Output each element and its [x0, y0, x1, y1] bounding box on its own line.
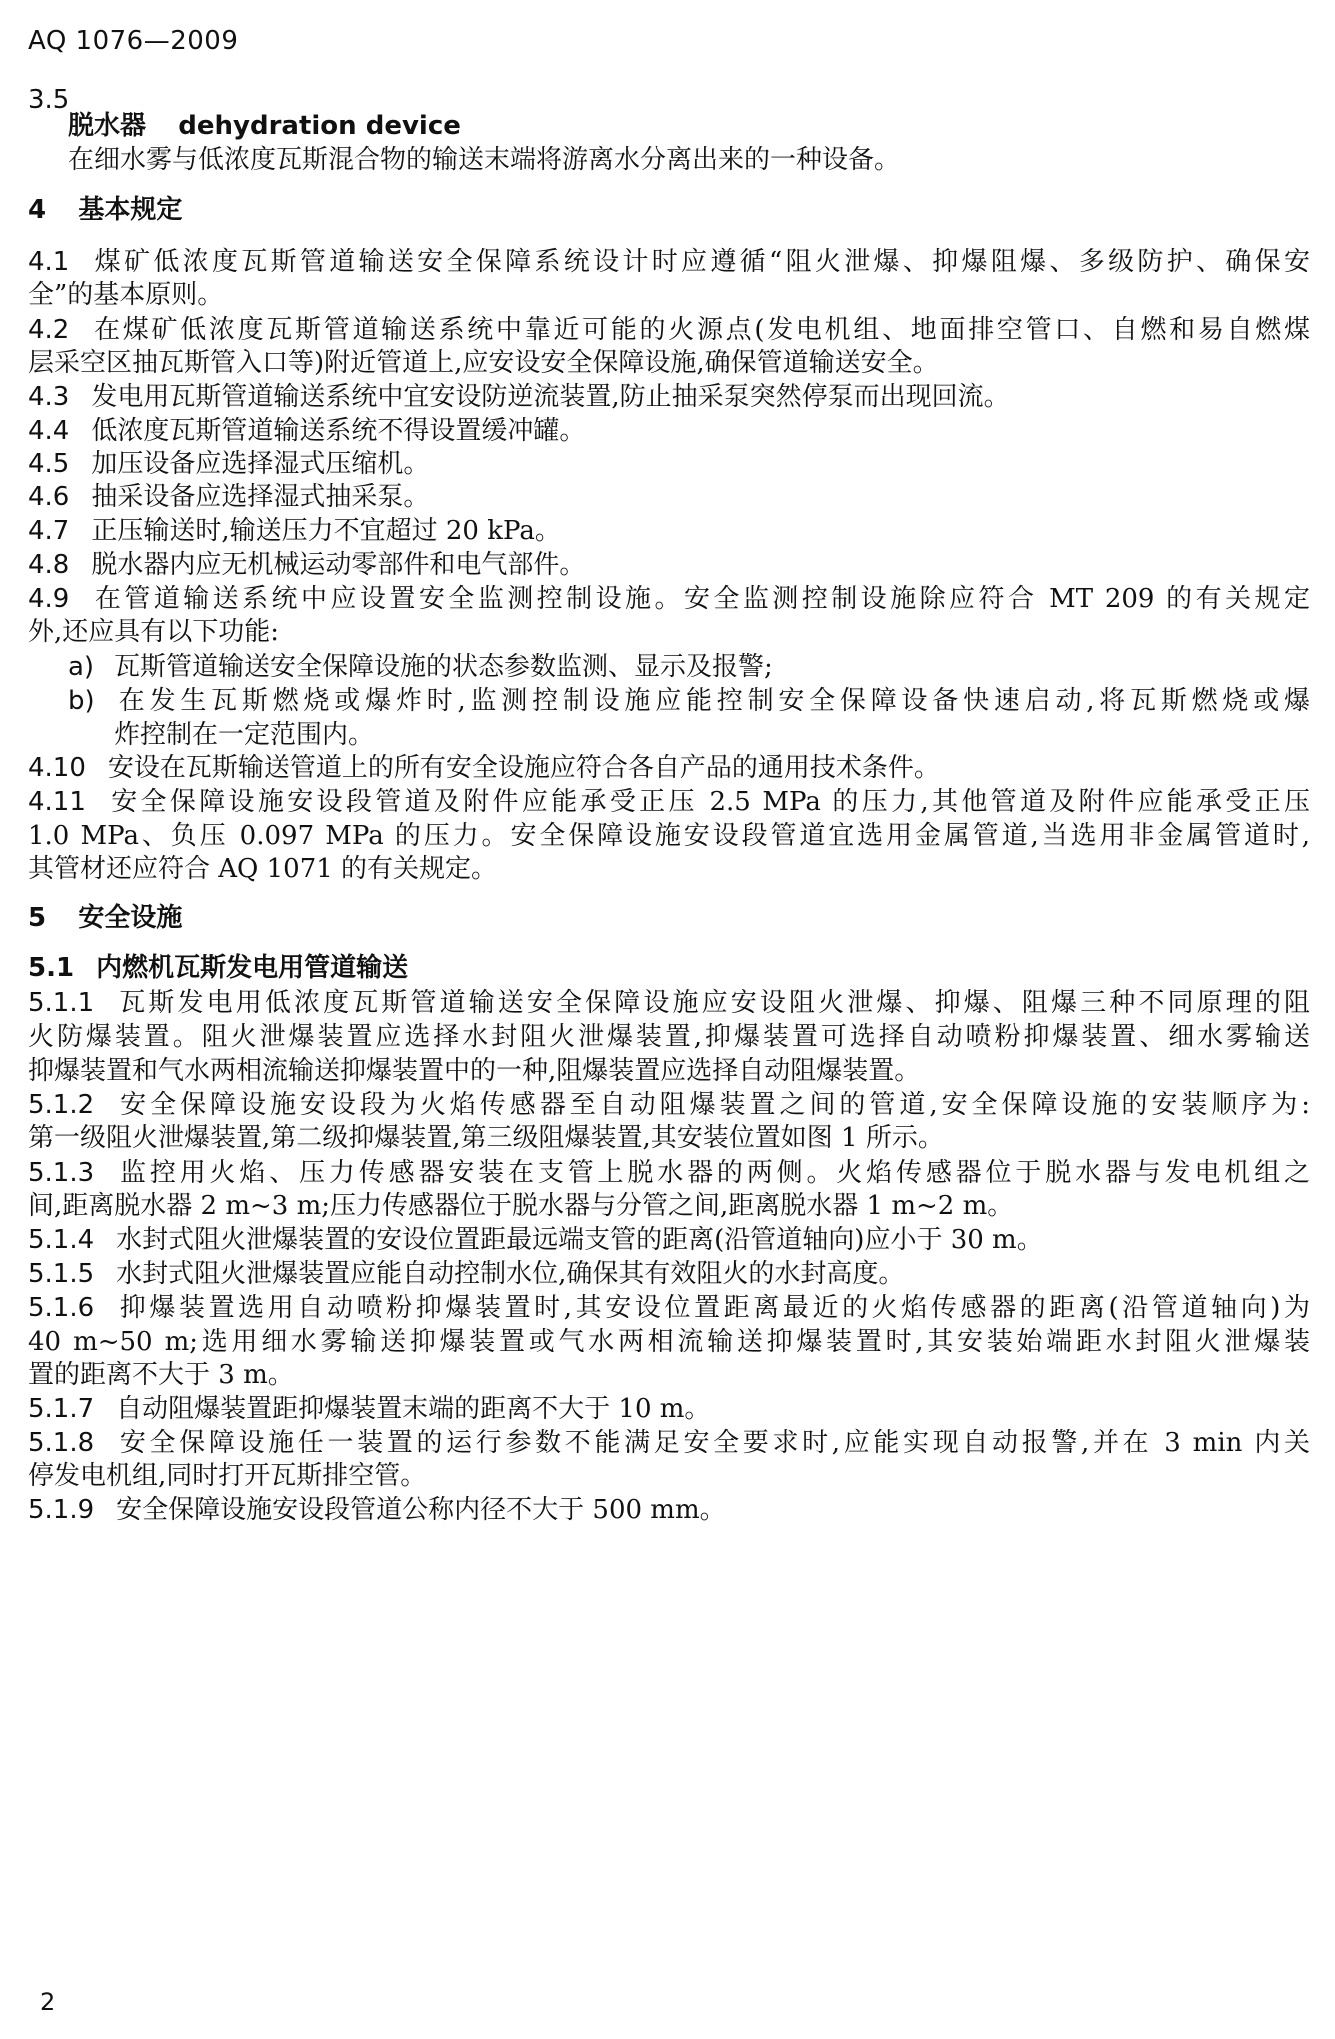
clause-5-1-2-line2: 第一级阻火泄爆装置,第二级抑爆装置,第三级阻爆装置,其安装位置如图 1 所示。: [28, 1123, 944, 1153]
term-definition: 在细水雾与低浓度瓦斯混合物的输送末端将游离水分离出来的一种设备。: [68, 145, 901, 175]
doc-code-header: AQ 1076—2009: [28, 26, 239, 56]
clause-4-9-item-a: a) 瓦斯管道输送安全保障设施的状态参数监测、显示及报警;: [68, 652, 773, 682]
clause-5-1-1-line2: 火防爆装置。阻火泄爆装置应选择水封阻火泄爆装置,抑爆装置可选择自动喷粉抑爆装置、细水雾输送: [28, 1022, 1310, 1052]
clause-4-9-item-b-line2: 炸控制在一定范围内。: [114, 720, 375, 750]
clause-5-1-7: 5.1.7 自动阻爆装置距抑爆装置末端的距离不大于 10 m。: [28, 1394, 711, 1424]
clause-4-11-line3: 其管材还应符合 AQ 1071 的有关规定。: [28, 854, 498, 884]
clause-4-9-line2: 外,还应具有以下功能:: [28, 617, 280, 647]
clause-5-1-2-line1: 5.1.2 安全保障设施安设段为火焰传感器至自动阻爆装置之间的管道,安全保障设施的安装顺序为:: [28, 1090, 1310, 1120]
clause-5-1-3-line1: 5.1.3 监控用火焰、压力传感器安装在支管上脱水器的两侧。火焰传感器位于脱水器与发电机组之: [28, 1158, 1310, 1188]
clause-5-1-8-line1: 5.1.8 安全保障设施任一装置的运行参数不能满足安全要求时,应能实现自动报警,并在 3 min 内关: [28, 1428, 1310, 1458]
clause-4-6: 4.6 抽采设备应选择湿式抽采泵。: [28, 482, 430, 512]
clause-5-1-6-line3: 置的距离不大于 3 m。: [28, 1360, 294, 1390]
term-en: dehydration device: [178, 111, 461, 141]
clause-5-1-4: 5.1.4 水封式阻火泄爆装置的安设位置距最远端支管的距离(沿管道轴向)应小于 30 m。: [28, 1225, 1043, 1255]
clause-4-9-item-b-line1: b) 在发生瓦斯燃烧或爆炸时,监测控制设施应能控制安全保障设备快速启动,将瓦斯燃烧或爆: [68, 686, 1310, 716]
clause-4-5: 4.5 加压设备应选择湿式压缩机。: [28, 449, 430, 479]
clause-4-2-line1: 4.2 在煤矿低浓度瓦斯管道输送系统中靠近可能的火源点(发电机组、地面排空管口、自燃和易自燃煤: [28, 315, 1310, 345]
clause-4-1-line2: 全”的基本原则。: [28, 280, 224, 310]
clause-5-1-1-line3: 抑爆装置和气水两相流输送抑爆装置中的一种,阻爆装置应选择自动阻爆装置。: [28, 1056, 921, 1086]
clause-5-1-3-line2: 间,距离脱水器 2 m~3 m;压力传感器位于脱水器与分管之间,距离脱水器 1 m~2 m。: [28, 1191, 1014, 1221]
clause-4-3: 4.3 发电用瓦斯管道输送系统中宜安设防逆流装置,防止抽采泵突然停泵而出现回流。: [28, 382, 1010, 412]
clause-4-10: 4.10 安设在瓦斯输送管道上的所有安全设施应符合各自产品的通用技术条件。: [28, 753, 940, 783]
clause-5-1-6-line1: 5.1.6 抑爆装置选用自动喷粉抑爆装置时,其安设位置距离最近的火焰传感器的距离(沿管道轴向)为: [28, 1293, 1310, 1323]
clause-4-2-line2: 层采空区抽瓦斯管入口等)附近管道上,应安设安全保障设施,确保管道输送安全。: [28, 348, 939, 378]
clause-5-1-9: 5.1.9 安全保障设施安设段管道公称内径不大于 500 mm。: [28, 1495, 726, 1525]
clause-5-1-8-line2: 停发电机组,同时打开瓦斯排空管。: [28, 1461, 427, 1491]
clause-4-4: 4.4 低浓度瓦斯管道输送系统不得设置缓冲罐。: [28, 416, 586, 446]
clause-4-11-line2: 1.0 MPa、负压 0.097 MPa 的压力。安全保障设施安设段管道宜选用金属管道,当选用非金属管道时,: [28, 821, 1310, 851]
clause-4-9-line1: 4.9 在管道输送系统中应设置安全监测控制设施。安全监测控制设施除应符合 MT 209 的有关规定: [28, 584, 1310, 614]
clause-number-3-5: 3.5: [28, 85, 70, 115]
clause-4-8: 4.8 脱水器内应无机械运动零部件和电气部件。: [28, 550, 586, 580]
clause-5-1-5: 5.1.5 水封式阻火泄爆装置应能自动控制水位,确保其有效阻火的水封高度。: [28, 1259, 905, 1289]
clause-4-1-line1: 4.1 煤矿低浓度瓦斯管道输送安全保障系统设计时应遵循“阻火泄爆、抑爆阻爆、多级防护、确保安: [28, 247, 1310, 277]
clause-4-7: 4.7 正压输送时,输送压力不宜超过 20 kPa。: [28, 516, 561, 546]
clause-5-1-6-line2: 40 m~50 m;选用细水雾输送抑爆装置或气水两相流输送抑爆装置时,其安装始端距水封阻火泄爆装: [28, 1327, 1310, 1357]
section-heading-5: 5 安全设施: [28, 903, 183, 933]
clause-5-1-1-line1: 5.1.1 瓦斯发电用低浓度瓦斯管道输送安全保障设施应安设阻火泄爆、抑爆、阻爆三种不同原理的阻: [28, 988, 1310, 1018]
term-zh: 脱水器: [68, 111, 147, 141]
page-number: 2: [40, 1988, 56, 2016]
clause-4-11-line1: 4.11 安全保障设施安设段管道及附件应能承受正压 2.5 MPa 的压力,其他管道及附件应能承受正压: [28, 787, 1310, 817]
subsection-heading-5-1: 5.1 内燃机瓦斯发电用管道输送: [28, 953, 409, 983]
section-heading-4: 4 基本规定: [28, 195, 183, 225]
